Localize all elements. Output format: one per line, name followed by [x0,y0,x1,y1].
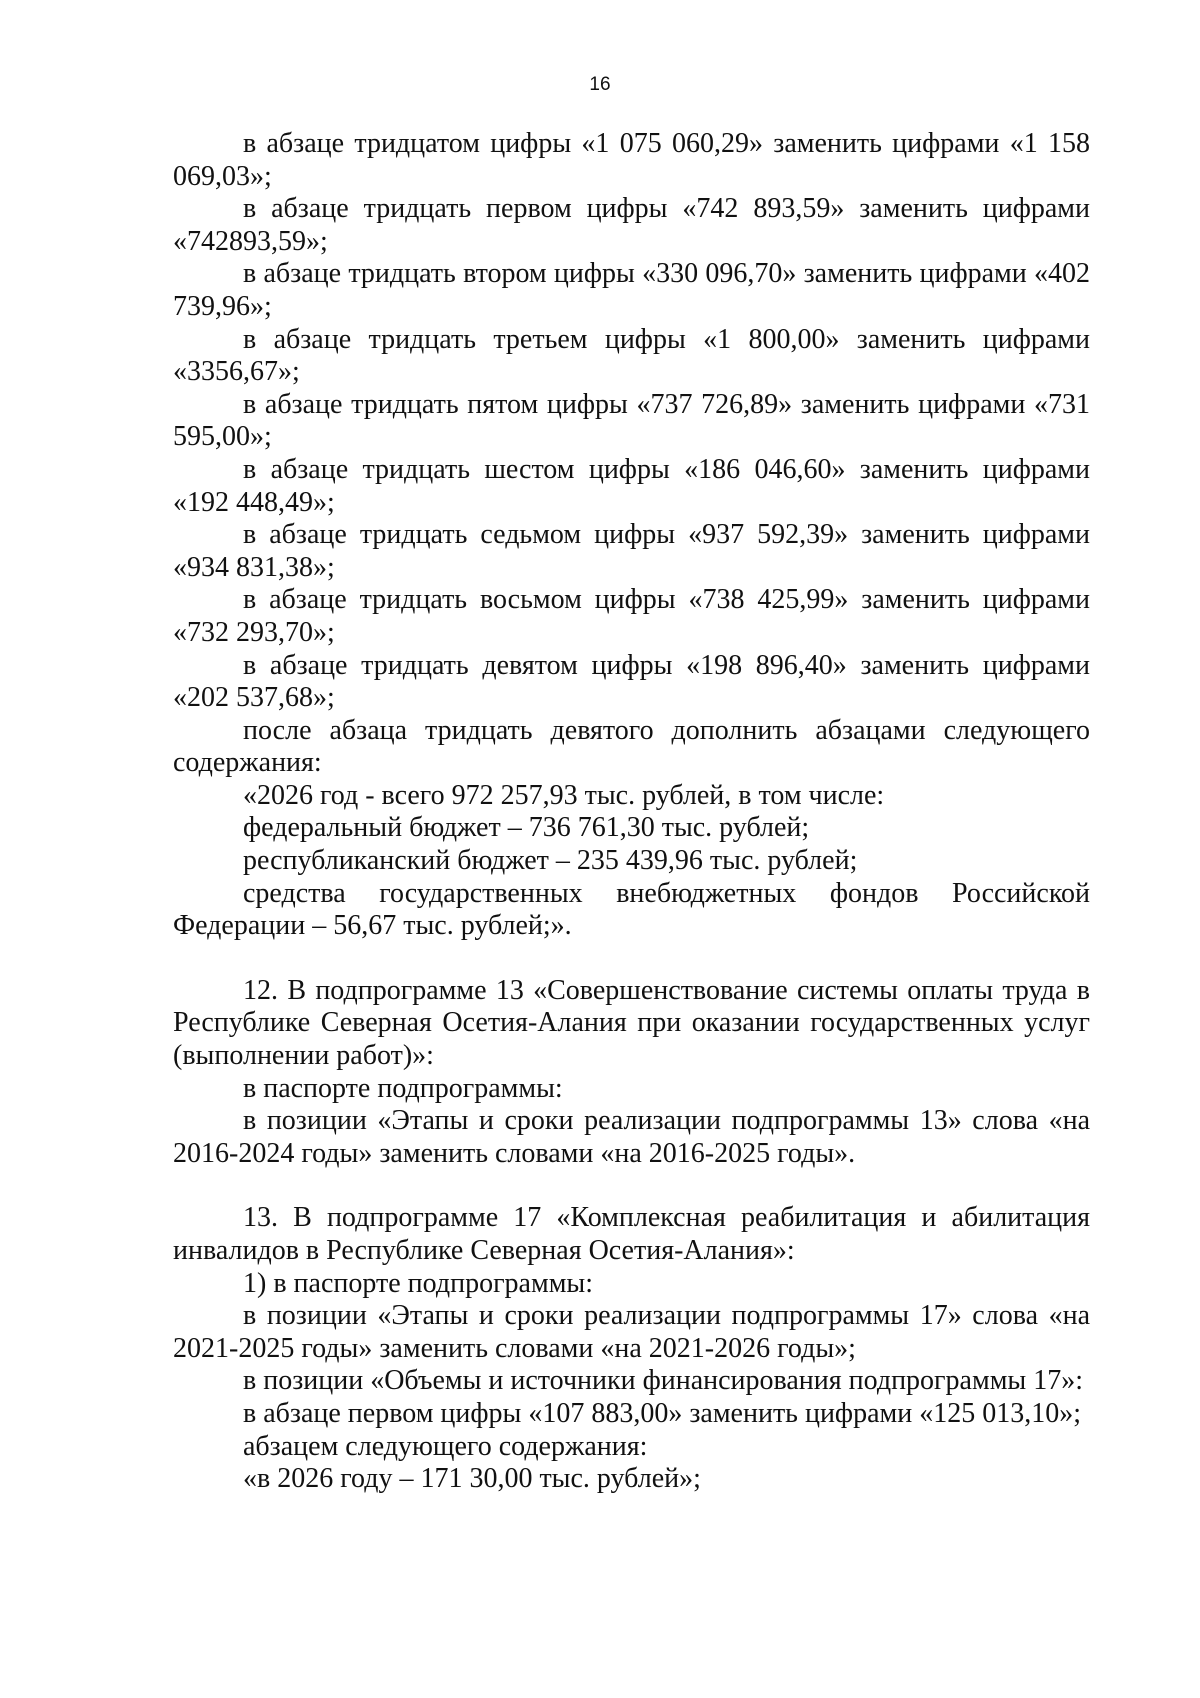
paragraph: в абзаце тридцать девятом цифры «198 896,40» заменить цифрами «202 537,68»; [173,649,1090,714]
paragraph: абзацем следующего содержания: [243,1430,648,1462]
section-spacer [173,943,1090,975]
paragraph: в позиции «Этапы и сроки реализации подпрограммы 17» слова «на 2021-2025 годы» заменить словами «на 2021-2026 годы»; [173,1300,1090,1364]
page-number: 16 [589,74,611,95]
paragraph: в абзаце тридцать пятом цифры «737 726,89» заменить цифрами «731 595,00»; [173,388,1090,453]
paragraph: в абзаце тридцать третьем цифры «1 800,00» заменить цифрами «3356,67»; [173,323,1090,388]
paragraph: в позиции «Этапы и сроки реализации подпрограммы 13» слова «на 2016-2024 годы» заменить словами «на 2016-2025 годы». [173,1105,1090,1169]
paragraph: в позиции «Объемы и источники финансирования подпрограммы 17»: [243,1365,1083,1397]
paragraph: «в 2026 году – 171 30,00 тыс. рублей»; [243,1463,701,1495]
document-body [173,128,1090,1496]
paragraph: в абзаце тридцать седьмом цифры «937 592,39» заменить цифрами «934 831,38»; [173,519,1090,583]
paragraph: республиканский бюджет – 235 439,96 тыс. рублей; [243,845,858,877]
paragraph: в абзаце тридцатом цифры «1 075 060,29» заменить цифрами «1 158 069,03»; [173,128,1090,192]
paragraph: в абзаце тридцать втором цифры «330 096,70» заменить цифрами «402 739,96»; [173,258,1090,322]
section-heading-12: 12. В подпрограмме 13 «Совершенствование системы оплаты труда в Республике Северная Осетия-Алания при оказании государственных услуг (выполнении работ)»: [173,974,1090,1072]
paragraph: средства государственных внебюджетных фондов Российской Федерации – 56,67 тыс. рублей;». [173,877,1090,942]
paragraph: в абзаце первом цифры «107 883,00» заменить цифрами «125 013,10»; [243,1397,1081,1429]
paragraph: в абзаце тридцать восьмом цифры «738 425,99» заменить цифрами «732 293,70»; [173,584,1090,648]
section-spacer [173,1170,1090,1202]
paragraph: 1) в паспорте подпрограммы: [243,1267,594,1299]
paragraph: «2026 год - всего 972 257,93 тыс. рублей, в том числе: [243,779,885,811]
paragraph: в паспорте подпрограммы: [243,1072,563,1104]
paragraph: в абзаце тридцать шестом цифры «186 046,60» заменить цифрами «192 448,49»; [173,453,1090,518]
paragraph: в абзаце тридцать первом цифры «742 893,59» заменить цифрами «742893,59»; [173,193,1090,257]
section-heading-13: 13. В подпрограмме 17 «Комплексная реабилитация и абилитация инвалидов в Республике Северная Осетия-Алания»: [173,1202,1090,1266]
paragraph: федеральный бюджет – 736 761,30 тыс. рублей; [243,812,810,844]
paragraph: после абзаца тридцать девятого дополнить абзацами следующего содержания: [173,714,1090,779]
